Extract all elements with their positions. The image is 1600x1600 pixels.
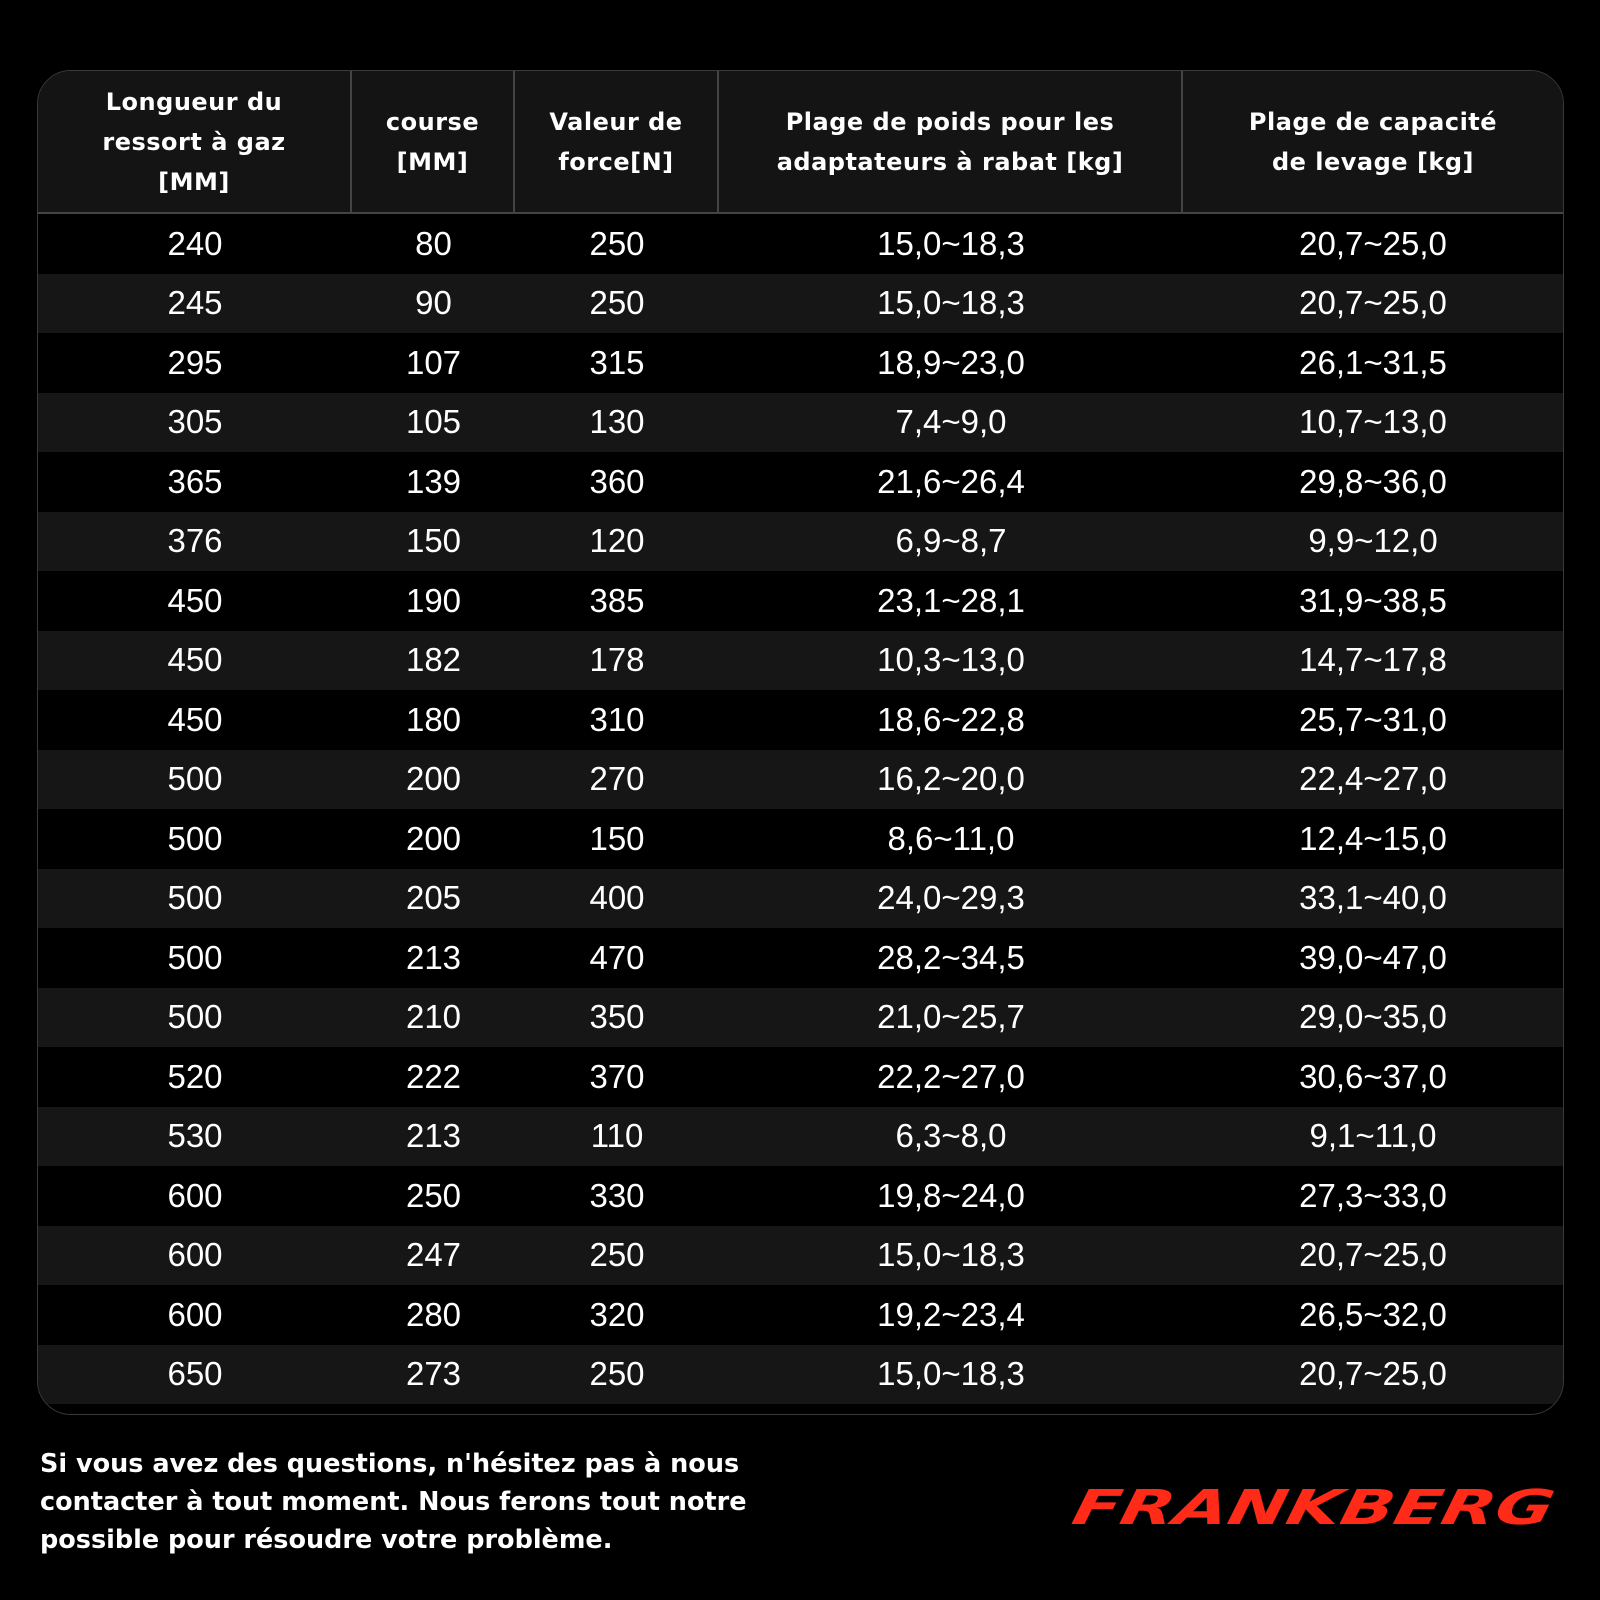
cell-stroke: 280: [405, 1295, 462, 1333]
table-row: [38, 631, 1563, 691]
cell-flap-weight: 19,2~23,4: [877, 1295, 1025, 1333]
cell-lifting-capacity: 26,1~31,5: [1299, 343, 1447, 381]
table-body: [38, 214, 1563, 1404]
cell-length: 600: [167, 1176, 223, 1214]
table-row: [38, 1166, 1563, 1226]
cell-force: 250: [589, 1236, 645, 1274]
table-row: [38, 1047, 1563, 1107]
cell-stroke: 273: [405, 1355, 462, 1393]
cell-length: 450: [167, 581, 223, 619]
cell-length: 600: [167, 1295, 223, 1333]
table-row: [38, 512, 1563, 572]
cell-lifting-capacity: 39,0~47,0: [1299, 938, 1447, 976]
cell-length: 240: [167, 224, 223, 262]
header-flap-weight-range: Plage de poids pour les adaptateurs à rabat [kg]: [719, 71, 1183, 212]
cell-force: 330: [589, 1176, 645, 1214]
cell-lifting-capacity: 14,7~17,8: [1299, 641, 1447, 679]
cell-length: 295: [167, 343, 223, 381]
cell-lifting-capacity: 20,7~25,0: [1299, 224, 1447, 262]
cell-stroke: 139: [405, 462, 462, 500]
cell-flap-weight: 15,0~18,3: [877, 1236, 1025, 1274]
cell-force: 150: [589, 819, 645, 857]
header-stroke: course [MM]: [352, 71, 515, 212]
cell-lifting-capacity: 29,8~36,0: [1299, 462, 1447, 500]
cell-length: 365: [167, 462, 223, 500]
cell-force: 320: [589, 1295, 645, 1333]
header-gas-spring-length: Longueur du ressort à gaz [MM]: [38, 71, 352, 212]
cell-lifting-capacity: 33,1~40,0: [1299, 879, 1447, 917]
table-row: [38, 1285, 1563, 1345]
cell-length: 376: [167, 522, 223, 560]
cell-stroke: 182: [405, 641, 462, 679]
cell-flap-weight: 18,9~23,0: [877, 343, 1025, 381]
table-header: [38, 71, 1563, 214]
table-row: [38, 393, 1563, 453]
cell-stroke: 213: [405, 1117, 462, 1155]
cell-stroke: 247: [405, 1236, 462, 1274]
table-row: [38, 274, 1563, 334]
cell-force: 470: [589, 938, 645, 976]
cell-length: 650: [167, 1355, 223, 1393]
cell-length: 450: [167, 641, 223, 679]
cell-flap-weight: 21,0~25,7: [877, 998, 1025, 1036]
cell-flap-weight: 28,2~34,5: [877, 938, 1025, 976]
cell-force: 270: [589, 760, 645, 798]
table-row: [38, 1345, 1563, 1405]
cell-length: 530: [167, 1117, 223, 1155]
cell-flap-weight: 19,8~24,0: [877, 1176, 1025, 1214]
cell-lifting-capacity: 20,7~25,0: [1299, 1236, 1447, 1274]
table-row: [38, 690, 1563, 750]
cell-stroke: 190: [405, 581, 462, 619]
cell-force: 110: [590, 1117, 644, 1155]
table-row: [38, 809, 1563, 869]
cell-length: 500: [167, 760, 223, 798]
cell-flap-weight: 7,4~9,0: [895, 403, 1007, 441]
cell-force: 385: [589, 581, 645, 619]
cell-flap-weight: 15,0~18,3: [877, 1355, 1025, 1393]
cell-length: 500: [167, 998, 223, 1036]
cell-stroke: 150: [405, 522, 462, 560]
cell-flap-weight: 6,3~8,0: [895, 1117, 1007, 1155]
cell-length: 450: [167, 700, 223, 738]
cell-flap-weight: 15,0~18,3: [877, 284, 1025, 322]
cell-lifting-capacity: 22,4~27,0: [1299, 760, 1447, 798]
cell-flap-weight: 23,1~28,1: [877, 581, 1025, 619]
cell-flap-weight: 18,6~22,8: [877, 700, 1025, 738]
brand-name: FRANKBERG: [1067, 1480, 1410, 1536]
table-row: [38, 452, 1563, 512]
cell-stroke: 213: [405, 938, 462, 976]
table-row: [38, 988, 1563, 1048]
cell-lifting-capacity: 20,7~25,0: [1299, 1355, 1447, 1393]
cell-flap-weight: 16,2~20,0: [877, 760, 1025, 798]
cell-flap-weight: 15,0~18,3: [877, 224, 1025, 262]
cell-length: 600: [167, 1236, 223, 1274]
cell-length: 520: [167, 1057, 223, 1095]
cell-length: 245: [167, 284, 223, 322]
cell-lifting-capacity: 12,4~15,0: [1299, 819, 1447, 857]
cell-force: 360: [589, 462, 645, 500]
cell-length: 305: [167, 403, 223, 441]
table-row: [38, 1107, 1563, 1167]
cell-lifting-capacity: 25,7~31,0: [1299, 700, 1447, 738]
cell-lifting-capacity: 27,3~33,0: [1299, 1176, 1447, 1214]
cell-stroke: 250: [405, 1176, 462, 1214]
cell-flap-weight: 24,0~29,3: [877, 879, 1025, 917]
cell-flap-weight: 10,3~13,0: [877, 641, 1025, 679]
cell-flap-weight: 8,6~11,0: [887, 819, 1015, 857]
cell-force: 178: [589, 641, 645, 679]
cell-force: 350: [589, 998, 645, 1036]
cell-length: 500: [167, 938, 223, 976]
header-force-value: Valeur de force[N]: [515, 71, 719, 212]
cell-stroke: 200: [405, 819, 462, 857]
cell-stroke: 210: [405, 998, 462, 1036]
table-row: [38, 1226, 1563, 1286]
cell-length: 500: [167, 879, 223, 917]
table-row: [38, 869, 1563, 929]
cell-lifting-capacity: 9,1~11,0: [1309, 1117, 1437, 1155]
spec-table: [37, 70, 1564, 1415]
cell-lifting-capacity: 30,6~37,0: [1299, 1057, 1447, 1095]
cell-force: 120: [589, 522, 645, 560]
cell-force: 250: [589, 284, 645, 322]
cell-lifting-capacity: 9,9~12,0: [1308, 522, 1438, 560]
table-row: [38, 214, 1563, 274]
cell-stroke: 200: [405, 760, 462, 798]
cell-stroke: 205: [405, 879, 462, 917]
cell-stroke: 90: [415, 284, 452, 322]
cell-lifting-capacity: 29,0~35,0: [1299, 998, 1447, 1036]
cell-force: 250: [589, 1355, 645, 1393]
cell-force: 310: [589, 700, 645, 738]
cell-force: 315: [589, 343, 645, 381]
cell-stroke: 105: [405, 403, 462, 441]
table-row: [38, 333, 1563, 393]
cell-lifting-capacity: 10,7~13,0: [1299, 403, 1447, 441]
contact-message: Si vous avez des questions, n'hésitez pas à nous contacter à tout moment. Nous ferons tout notre possible pour résoudre votre problème.: [40, 1449, 747, 1555]
cell-lifting-capacity: 26,5~32,0: [1299, 1295, 1447, 1333]
cell-flap-weight: 6,9~8,7: [895, 522, 1007, 560]
cell-flap-weight: 21,6~26,4: [877, 462, 1025, 500]
cell-lifting-capacity: 31,9~38,5: [1299, 581, 1447, 619]
table-row: [38, 571, 1563, 631]
cell-force: 370: [589, 1057, 645, 1095]
cell-stroke: 80: [415, 224, 452, 262]
cell-length: 500: [167, 819, 223, 857]
cell-stroke: 222: [405, 1057, 462, 1095]
cell-force: 250: [589, 224, 645, 262]
table-row: [38, 928, 1563, 988]
header-lifting-capacity-range: Plage de capacité de levage [kg]: [1248, 107, 1498, 176]
cell-stroke: 107: [405, 343, 462, 381]
cell-force: 130: [589, 403, 645, 441]
table-row: [38, 750, 1563, 810]
cell-flap-weight: 22,2~27,0: [877, 1057, 1025, 1095]
cell-stroke: 180: [405, 700, 462, 738]
frankberg-logo: [1060, 1470, 1560, 1540]
cell-lifting-capacity: 20,7~25,0: [1299, 284, 1447, 322]
cell-force: 400: [589, 879, 645, 917]
